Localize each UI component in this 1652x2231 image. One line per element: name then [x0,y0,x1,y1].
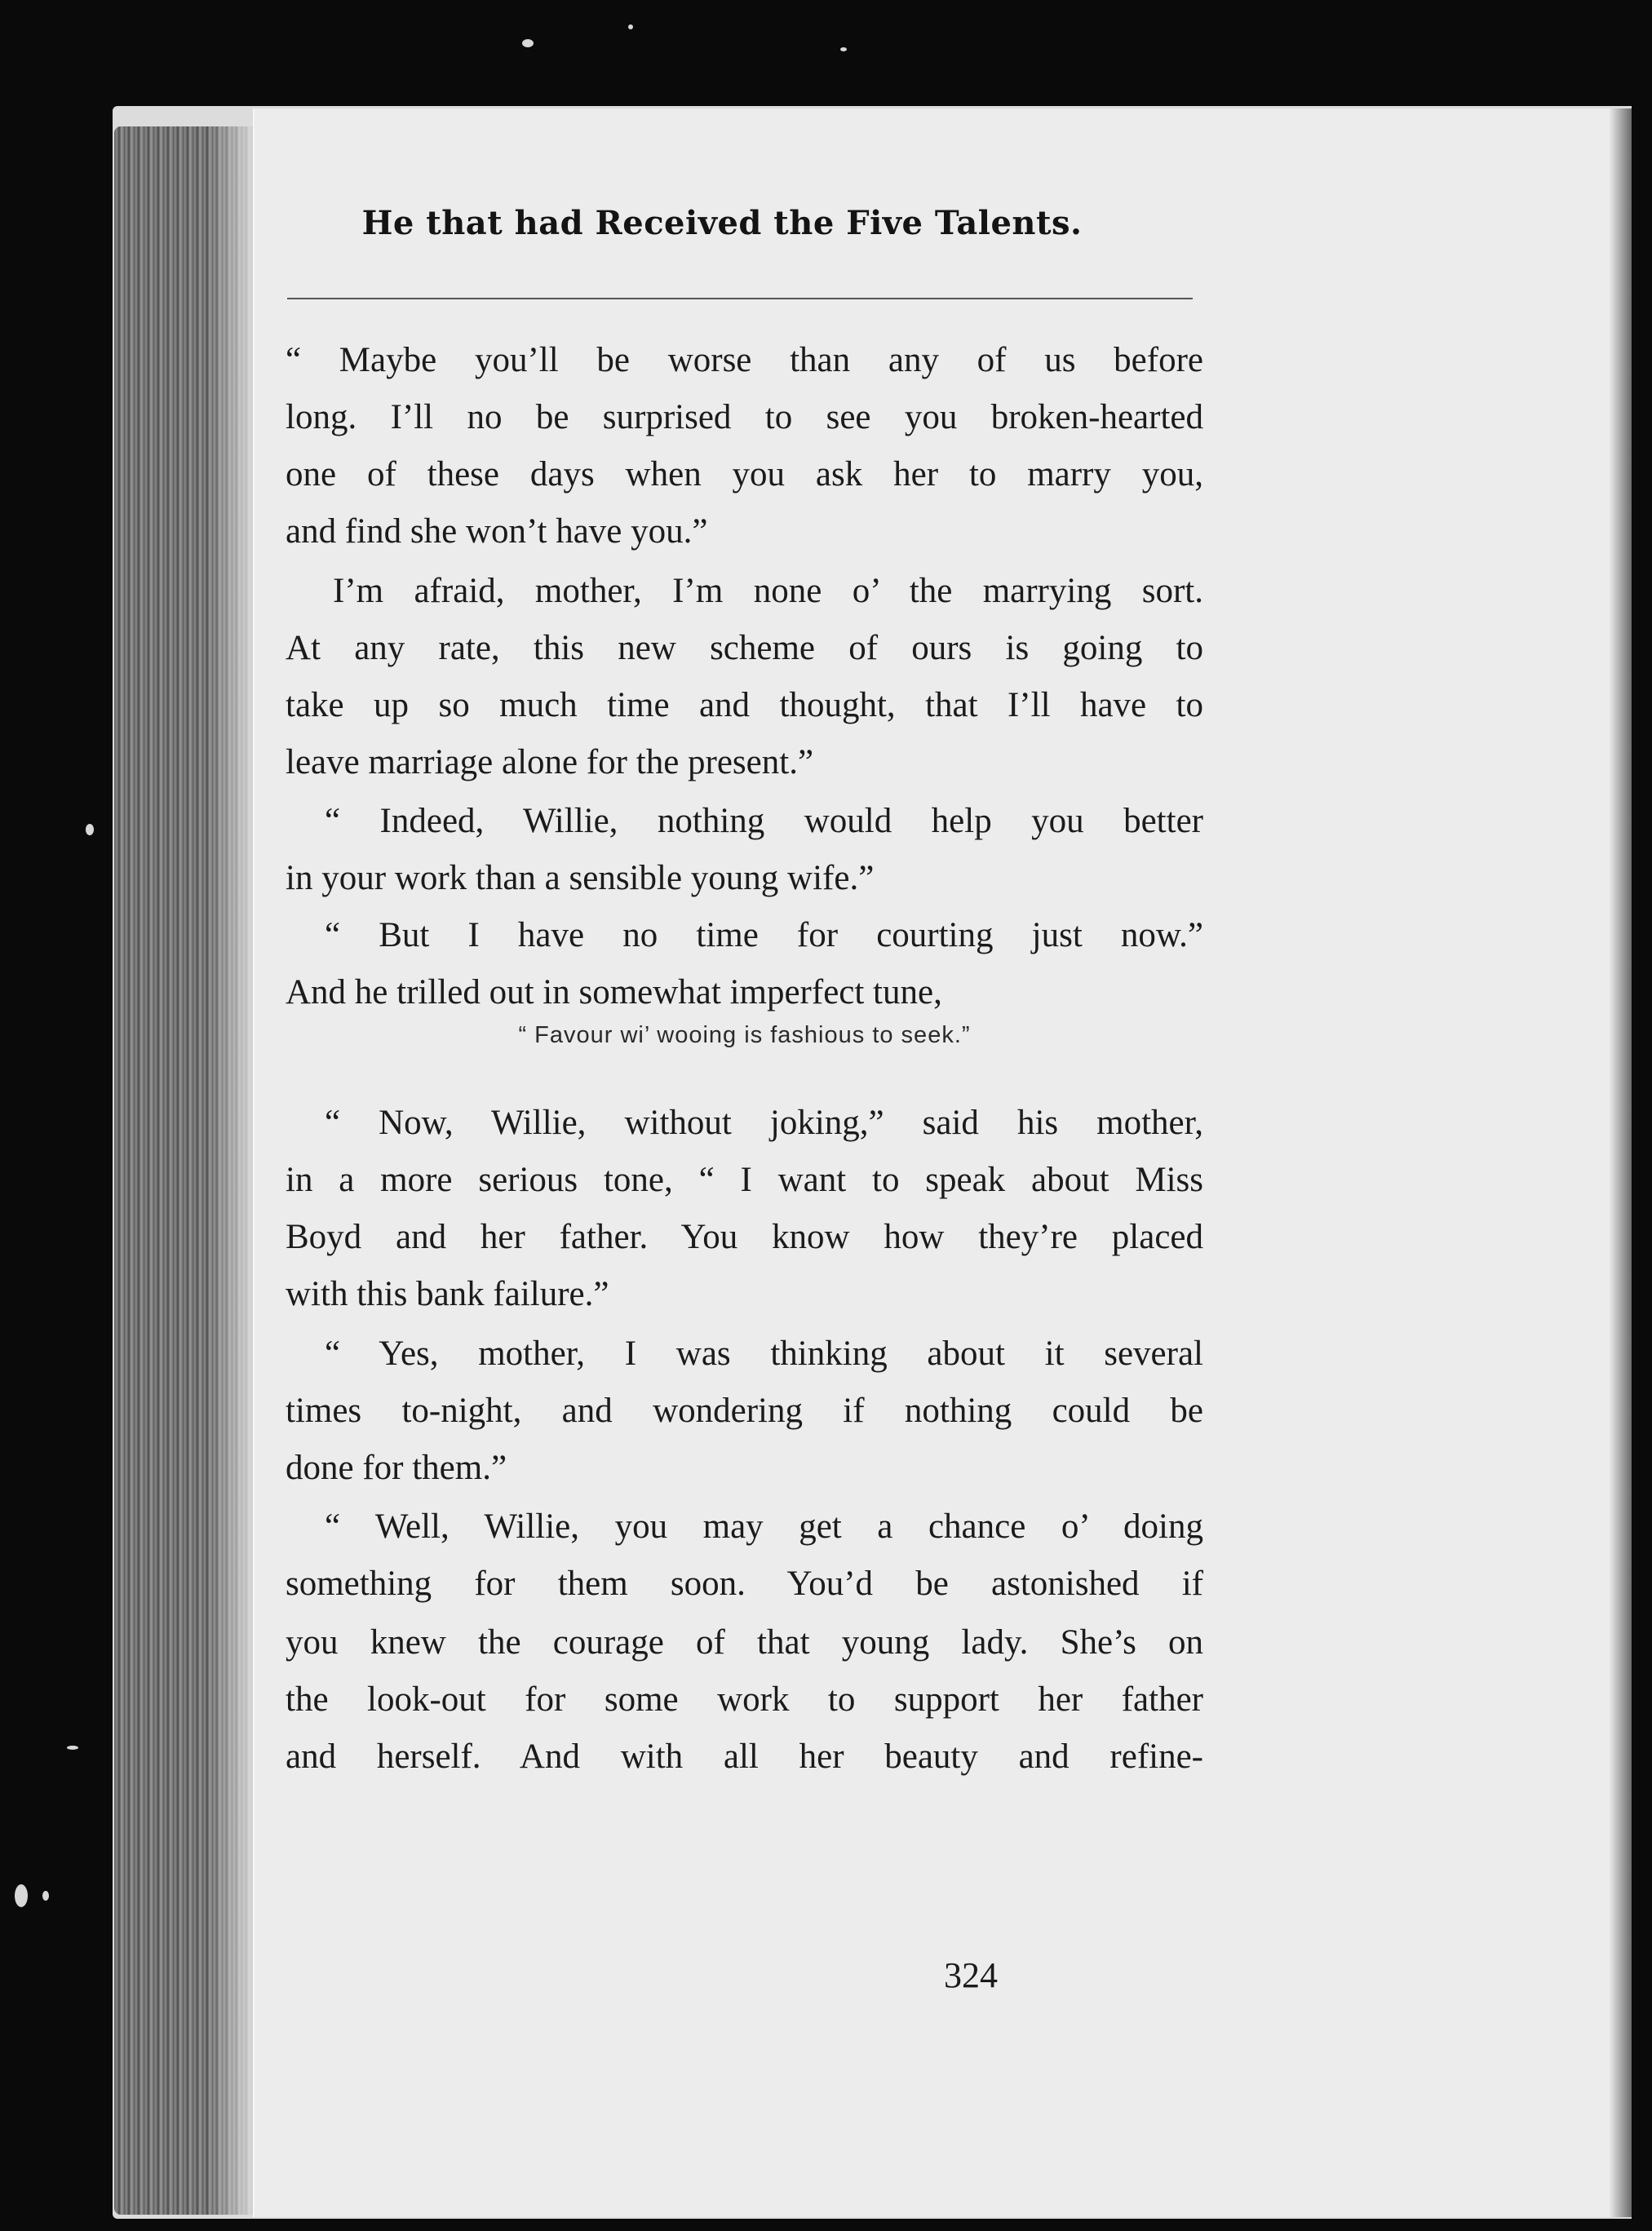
text-line: and herself. And with all her beauty and refine- [286,1737,1203,1776]
text-line: times to-night, and wondering if nothing could be [286,1392,1203,1430]
text-line: in your work than a sensible young wife.” [286,859,875,897]
text-line: “ Maybe you’ll be worse than any of us before [286,341,1203,379]
text-line: long. I’ll no be surprised to see you broken-hearted [286,398,1203,436]
dust-speck [15,1884,28,1907]
page-gutter-shadow [1609,108,1632,2217]
text-line: leave marriage alone for the present.” [286,743,814,781]
page-number: 324 [944,1955,998,1995]
text-line: “ But I have no time for courting just now.” [325,916,1203,954]
verse-quotation: “ Favour wi’ wooing is fashious to seek.” [518,1022,971,1048]
text-line: “ Indeed, Willie, nothing would help you better [325,802,1203,840]
text-line: I’m afraid, mother, I’m none o’ the marrying sort. [333,572,1203,610]
text-line: “ Now, Willie, without joking,” said his mother, [325,1104,1203,1142]
text-line: “ Well, Willie, you may get a chance o’ doing [325,1507,1203,1546]
dust-speck [840,47,847,51]
text-line: done for them.” [286,1449,507,1487]
text-line: take up so much time and thought, that I’ll have to [286,686,1203,724]
text-line: At any rate, this new scheme of ours is going to [286,629,1203,667]
text-line: “ Yes, mother, I was thinking about it several [325,1335,1203,1373]
text-line: one of these days when you ask her to marry you, [286,455,1203,494]
dust-speck [628,24,633,29]
dust-speck [86,824,94,835]
dust-speck [42,1891,49,1901]
dust-speck [67,1746,78,1750]
text-line: And he trilled out in somewhat imperfect tune, [286,973,942,1011]
text-line: you knew the courage of that young lady. She’s on [286,1623,1203,1662]
text-line: Boyd and her father. You know how they’re placed [286,1218,1203,1256]
text-line: and find she won’t have you.” [286,512,708,551]
header-rule [287,298,1193,299]
text-line: with this bank failure.” [286,1275,609,1313]
text-line: something for them soon. You’d be astonished if [286,1565,1203,1603]
text-line: the look-out for some work to support her father [286,1680,1203,1719]
text-line: in a more serious tone, “ I want to speak about Miss [286,1161,1203,1199]
dust-speck [522,39,534,47]
page-edges [114,126,257,2215]
running-head: He that had Received the Five Talents. [361,204,1083,242]
